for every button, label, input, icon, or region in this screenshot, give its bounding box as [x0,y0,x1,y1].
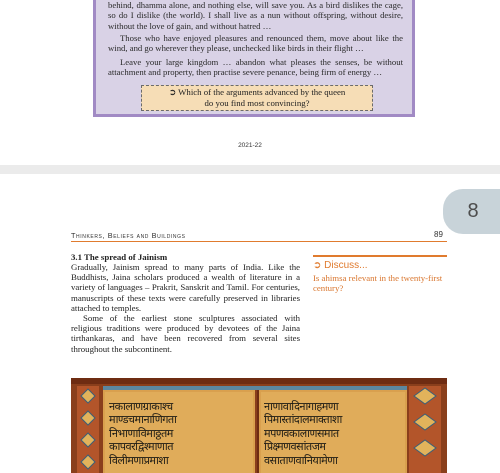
upper-page [0,0,500,165]
question-callout [141,85,373,111]
section-heading: 3.1 The spread of Jainism [71,252,168,262]
chapter-tab[interactable]: 8 [443,189,500,234]
manuscript-image [71,378,447,473]
running-head: Thinkers, Beliefs and Buildings [71,231,186,240]
quote-box [93,0,415,117]
quote-paragraph-1: behind, dhamma alone, and nothing else, will save you. As a bird dislikes the cage, so do I dislike (the world). I shall live as a nun without offspring, without desire, without the love of gain, and without hatred … [108,0,403,31]
body-text [71,262,300,354]
page-number: 89 [434,230,443,239]
quote-paragraph-2: Those who have enjoyed pleasures and renounced them, move about like the wind, and go wherever they please, unchecked like birds in their flight … [108,33,403,54]
body-paragraph-1: Gradually, Jainism spread to many parts of India. Like the Buddhists, Jaina scholars produced a wealth of literature in a variety of languages – Prakrit, Sanskrit and Tamil. For centuries, manuscripts of these texts were carefully preserved in libraries attached to temples. [71,262,300,313]
manuscript-text-right: नाणावादिनागाहमणा पिमास्तांदालमाक्ताशा मपणवकालाणसमात प्रिक्ष्मणवसांतजम वसाताणवानियामेणा [264,400,342,467]
page-folio: 2021-22 [238,142,262,149]
body-paragraph-2: Some of the earliest stone sculptures associated with religious traditions were produced by devotees of the Jaina tirthankaras, and have been recovered from several sites throughout the subcontinent. [71,313,300,354]
quote-paragraph-3: Leave your large kingdom … abandon what pleases the senses, be without attachment and property, then practise severe penance, being firm of energy … [108,57,403,78]
question-line-1: ➲ Which of the arguments advanced by the queen [168,87,346,97]
header-rule [71,241,447,242]
discuss-text: Is ahimsa relevant in the twenty-first century? [313,273,443,294]
manuscript-text-left: नकालाणग्राकाश्च माण्डचमानाणिगता निभाणाविमाठ्ठतम कापवरद्विश्माणात विलीमणाप्रमाशा [109,400,177,467]
discuss-title: ➲ Discuss... [313,260,368,271]
discuss-rule [313,255,447,257]
question-line-2: do you find most convincing? [204,98,310,108]
